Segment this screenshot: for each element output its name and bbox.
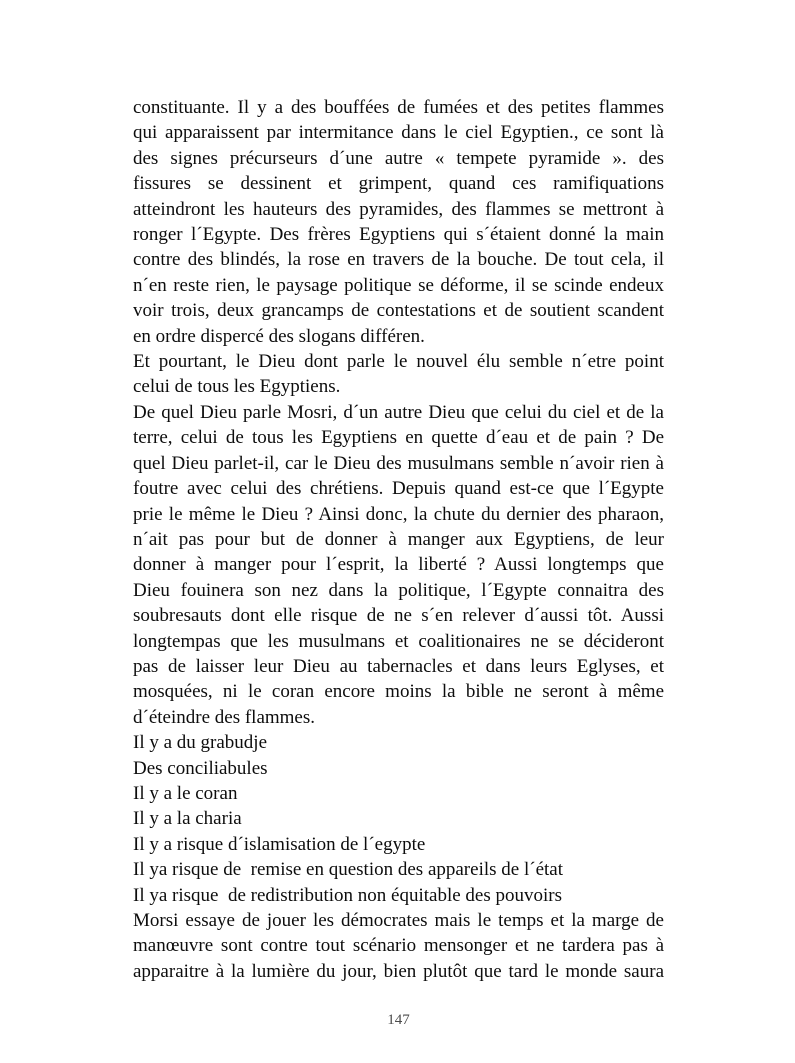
text-line: soubresauts dont elle risque de ne s´en relever d´aussi tôt. Aussi [133, 605, 664, 627]
text-line: Et pourtant, le Dieu dont parle le nouvel élu semble n´etre point [133, 351, 664, 373]
text-line: Il ya risque de redistribution non équitable des pouvoirs [133, 884, 562, 906]
text-line: n´ait pas pour but de donner à manger aux Egyptiens, de leur [133, 528, 664, 550]
text-line: voir trois, deux grancamps de contestations et de soutient scandent [133, 300, 664, 322]
text-line: manœuvre sont contre tout scénario mensonger et ne tardera pas à [133, 935, 664, 957]
text-line: apparaitre à la lumière du jour, bien plutôt que tard le monde saura [133, 960, 664, 982]
text-line: pas de laisser leur Dieu au tabernacles et dans leurs Eglyses, et [133, 655, 664, 677]
text-line: mosquées, ni le coran encore moins la bible ne seront à même [133, 681, 664, 703]
text-line: ronger l´Egypte. Des frères Egyptiens qui s´étaient donné la main [133, 224, 664, 246]
text-line: donner à manger pour l´esprit, la liberté ? Aussi longtemps que [133, 554, 664, 576]
text-line: Dieu fouinera son nez dans la politique, l´Egypte connaitra des [133, 579, 664, 601]
text-line: fissures se dessinent et grimpent, quand ces ramifiquations [133, 173, 664, 195]
text-line: foutre avec celui des chrétiens. Depuis quand est-ce que l´Egypte [133, 478, 664, 500]
page-text [133, 95, 664, 984]
text-line: contre des blindés, la rose en travers de la bouche. De tout cela, il [133, 249, 664, 271]
text-line: des signes précurseurs d´une autre « tempete pyramide ». des [133, 147, 664, 169]
text-line: De quel Dieu parle Mosri, d´un autre Dieu que celui du ciel et de la [133, 401, 664, 423]
text-line: quel Dieu parlet-il, car le Dieu des musulmans semble n´avoir rien à [133, 452, 664, 474]
text-line: en ordre dispercé des slogans différen. [133, 325, 425, 347]
text-line: constituante. Il y a des bouffées de fumées et des petites flammes [133, 97, 664, 118]
text-line: Morsi essaye de jouer les démocrates mais le temps et la marge de [133, 910, 664, 931]
text-line: Des conciliabules [133, 757, 268, 779]
text-line: Il y a le coran [133, 782, 238, 804]
text-line: Il y a risque d´islamisation de l´egypte [133, 833, 426, 855]
text-line: celui de tous les Egyptiens. [133, 376, 341, 398]
page-number: 147 [387, 1012, 410, 1028]
text-line: atteindront les hauteurs des pyramides, des flammes se mettront à [133, 198, 664, 220]
text-line: n´en reste rien, le paysage politique se déforme, il se scinde endeux [133, 274, 664, 296]
text-line: Il y a du grabudje [133, 732, 268, 754]
text-line: terre, celui de tous les Egyptiens en quette d´eau et de pain ? De [133, 427, 664, 449]
text-line: qui apparaissent par intermitance dans le ciel Egyptien., ce sont là [133, 122, 664, 144]
text-line: Il y a la charia [133, 808, 242, 830]
text-line: prie le même le Dieu ? Ainsi donc, la chute du dernier des pharaon, [133, 503, 664, 525]
text-line: longtempas que les musulmans et coalitionaires ne se décideront [133, 630, 664, 652]
text-line: Il ya risque de remise en question des appareils de l´état [133, 859, 563, 881]
text-line: d´éteindre des flammes. [133, 706, 316, 728]
